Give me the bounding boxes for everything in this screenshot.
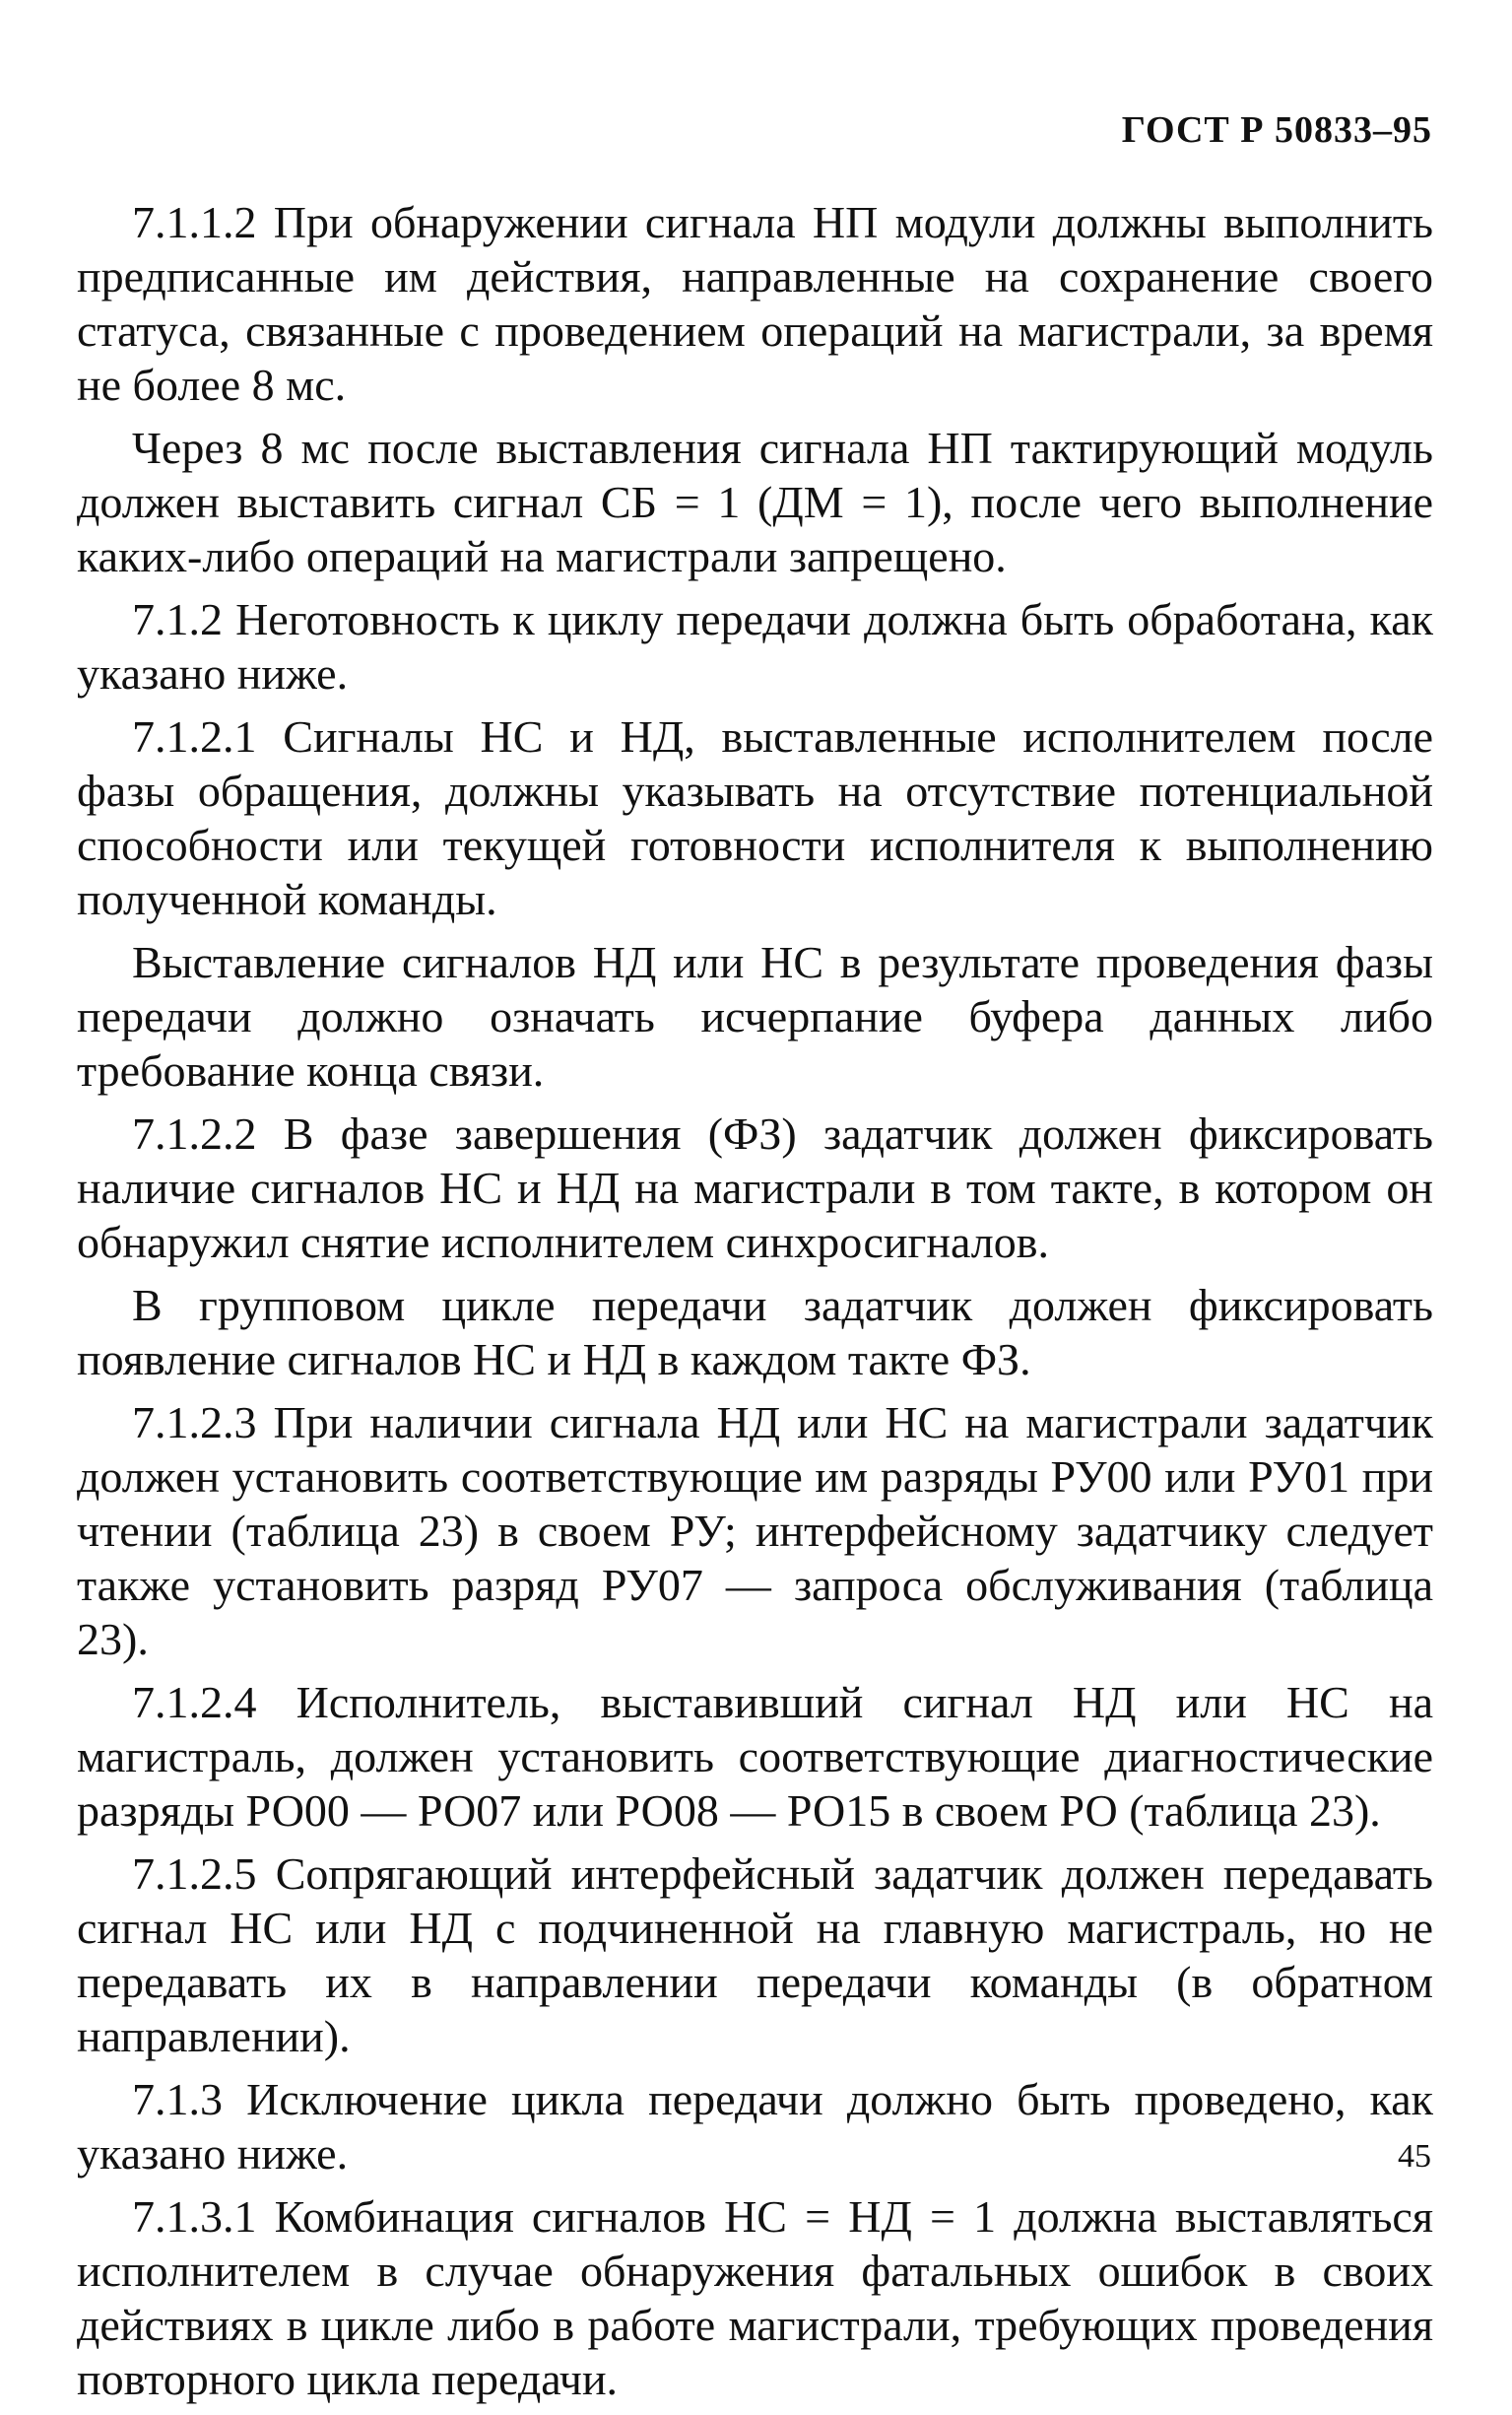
page-number: 45 <box>1398 2138 1431 2175</box>
paragraph-7-1-1-2: 7.1.1.2 При обнаружении сигнала НП модули должны выполнить предписанные им действия, направленные на сохранение своего статуса, связанные с проведением операций на магистрали, за время не более 8 мс. <box>77 197 1433 410</box>
paragraph-7-1-3-1: 7.1.3.1 Комбинация сигналов НС = НД = 1 должна выставляться исполнителем в случае обнаружения фатальных ошибок в своих действиях в цикле либо в работе магистрали, требующих проведения повторного цикла передачи. <box>77 2191 1433 2404</box>
paragraph-group-cycle: В групповом цикле передачи задатчик должен фиксировать появление сигналов НС и НД в каждом такте ФЗ. <box>77 1280 1433 1384</box>
paragraph-transfer-phase: Выставление сигналов НД или НС в результате проведения фазы передачи должно означать исчерпание буфера данных либо требование конца связи. <box>77 937 1433 1096</box>
paragraph-7-1-3: 7.1.3 Исключение цикла передачи должно быть проведено, как указано ниже. <box>77 2074 1433 2179</box>
paragraph-7-1-2-3: 7.1.2.3 При наличии сигнала НД или НС на магистрали задатчик должен установить соответствующие им разряды РУ00 или РУ01 при чтении (таблица 23) в своем РУ; интерфейсному задатчику следует также установить разряд РУ07 — запроса обслуживания (таблица 23). <box>77 1397 1433 1664</box>
paragraph-7-1-2-4: 7.1.2.4 Исполнитель, выставивший сигнал НД или НС на магистраль, должен установить соответствующие диагностические разряды РО00 — РО07 или РО08 — РО15 в своем РО (таблица 23). <box>77 1677 1433 1836</box>
paragraph-7-1-2-1: 7.1.2.1 Сигналы НС и НД, выставленные исполнителем после фазы обращения, должны указывать на отсутствие потенциальной способности или текущей готовности исполнителя к выполнению полученной команды. <box>77 711 1433 924</box>
document-body <box>77 195 1433 2415</box>
document-header-code: ГОСТ Р 50833–95 <box>1121 109 1432 151</box>
paragraph-7-1-2-5: 7.1.2.5 Сопрягающий интерфейсный задатчик должен передавать сигнал НС или НД с подчиненной на главную магистраль, но не передавать их в направлении передачи команды (в обратном направлении). <box>77 1848 1433 2061</box>
paragraph-7-1-2-2: 7.1.2.2 В фазе завершения (ФЗ) задатчик должен фиксировать наличие сигналов НС и НД на магистрали в том такте, в котором он обнаружил снятие исполнителем синхросигналов. <box>77 1108 1433 1267</box>
paragraph-np-timing: Через 8 мс после выставления сигнала НП тактирующий модуль должен выставить сигнал СБ = 1 (ДМ = 1), после чего выполнение каких-либо операций на магистрали запрещено. <box>77 423 1433 581</box>
paragraph-7-1-2: 7.1.2 Неготовность к циклу передачи должна быть обработана, как указано ниже. <box>77 594 1433 699</box>
